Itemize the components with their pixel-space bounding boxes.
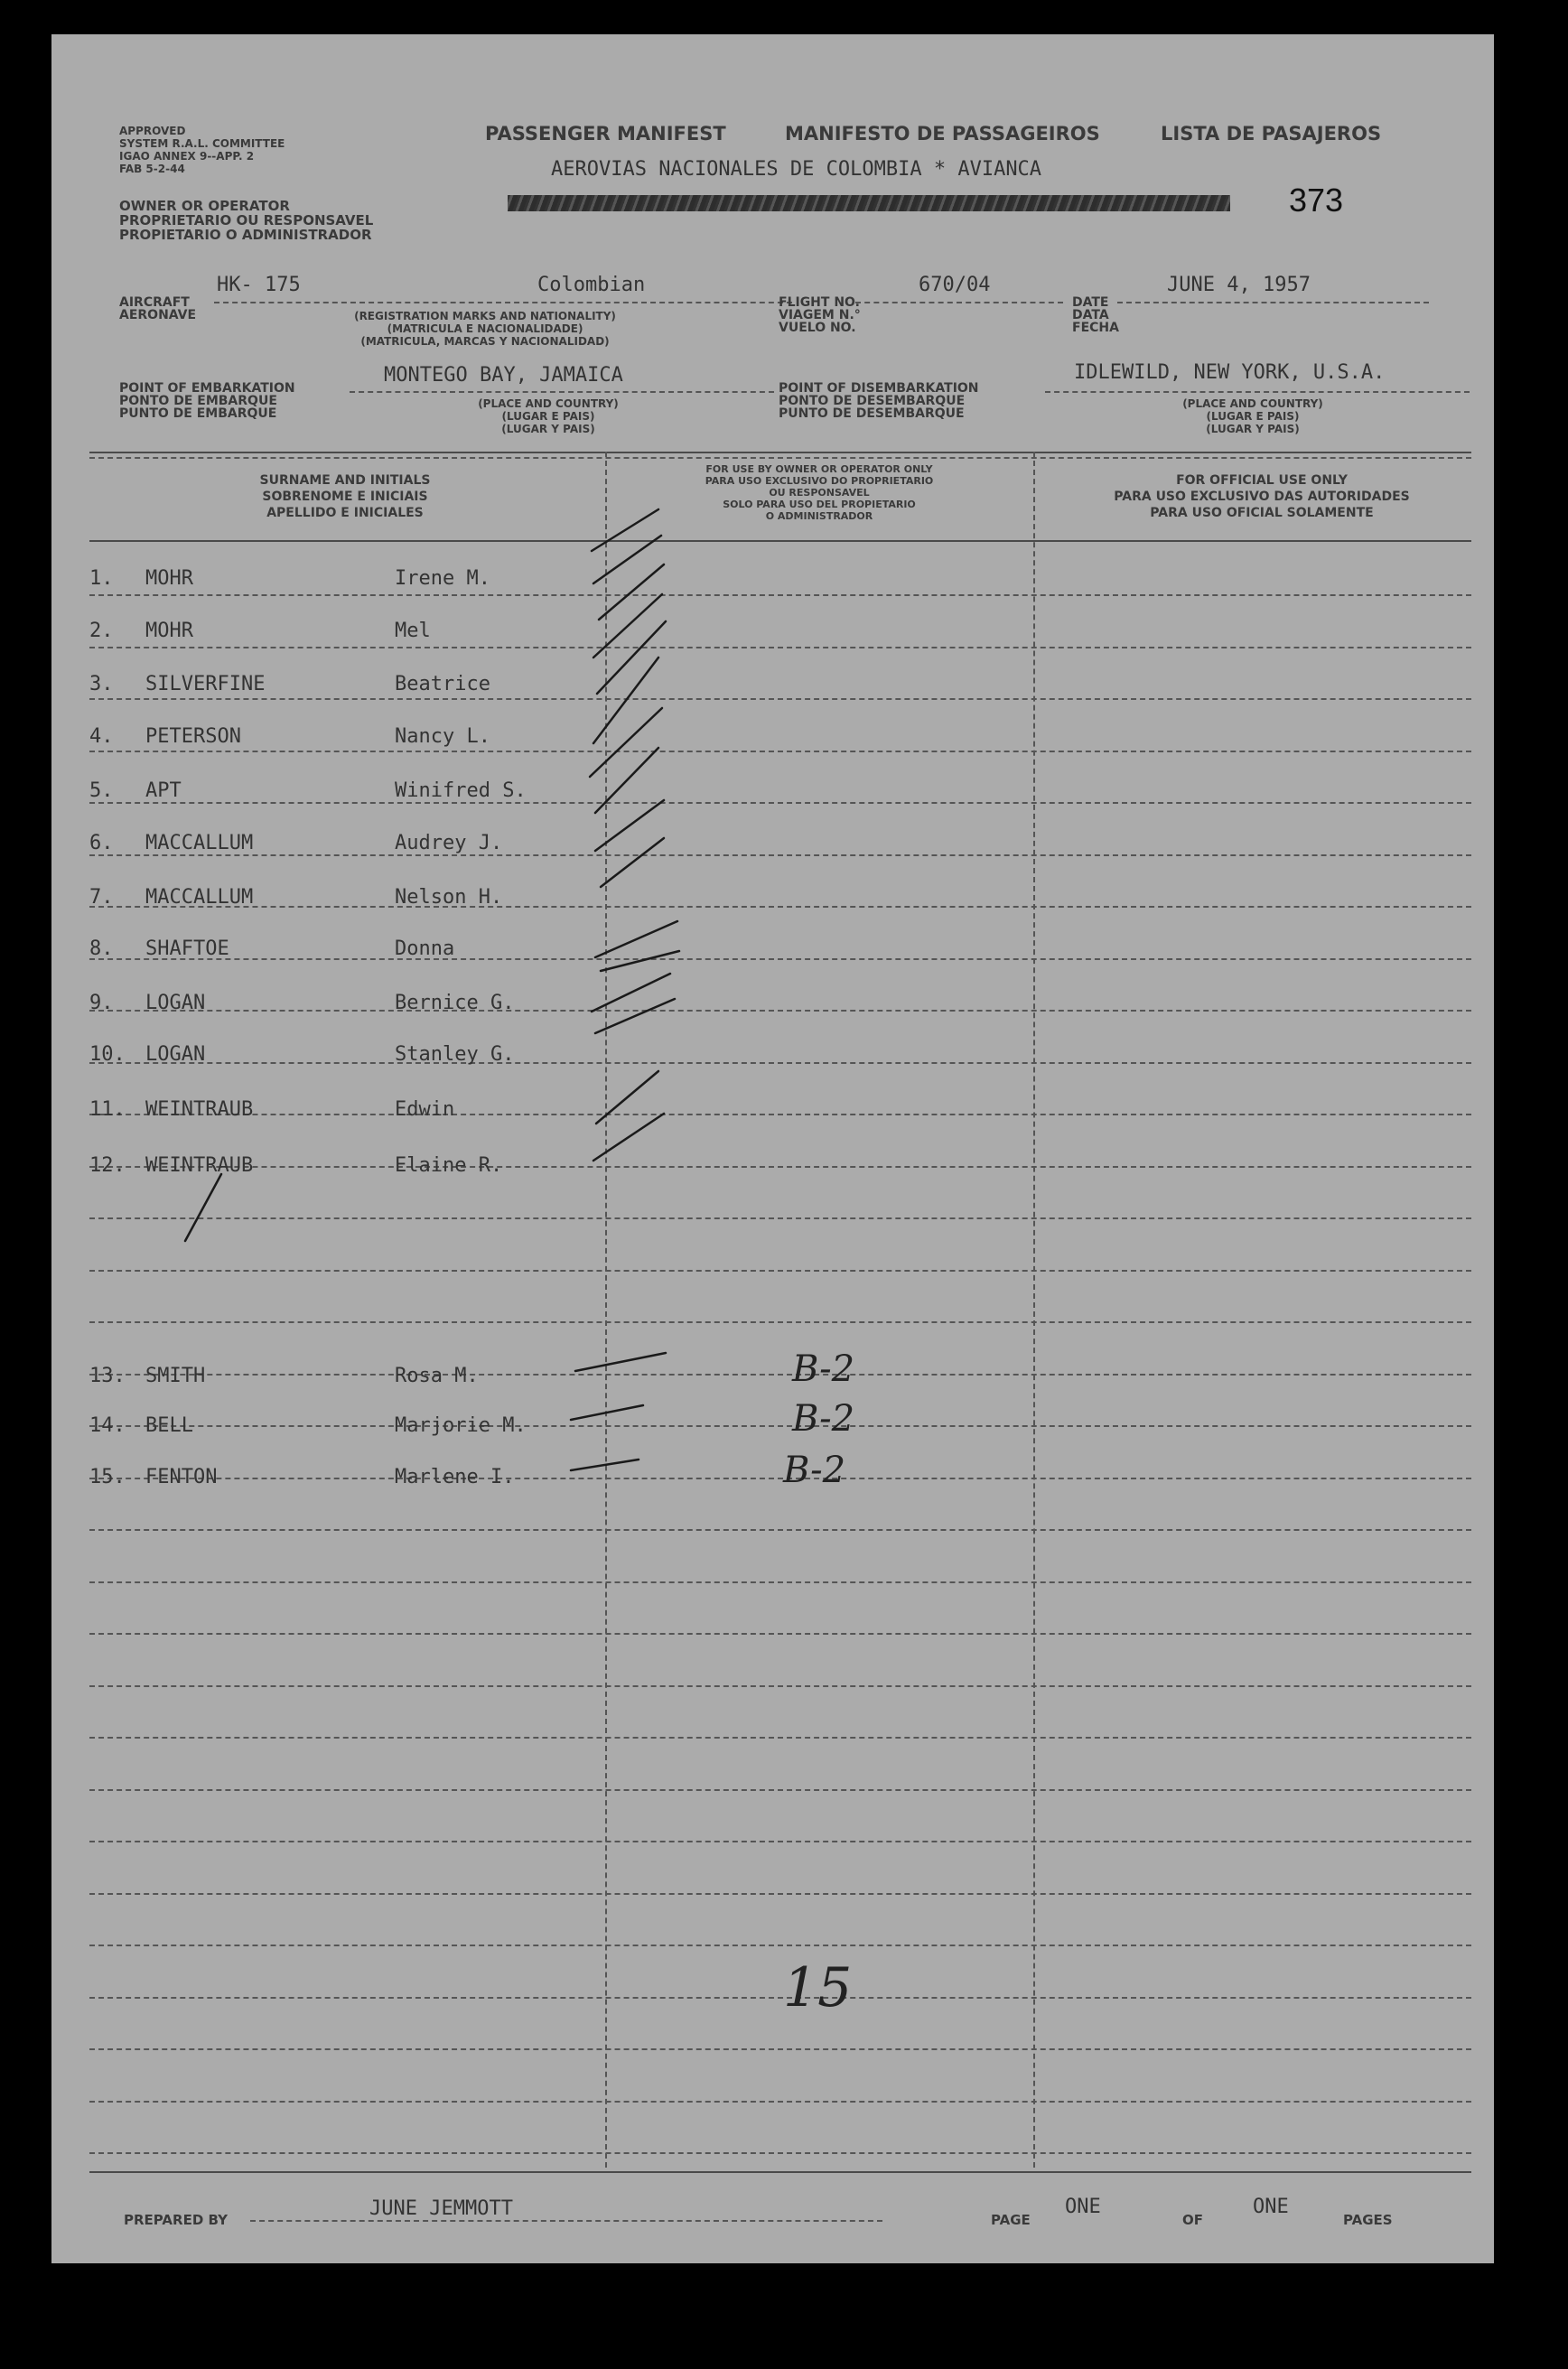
embarkation-point: MONTEGO BAY, JAMAICA xyxy=(384,364,623,387)
row-number: 11. xyxy=(89,1098,126,1121)
title-es: LISTA DE PASAJEROS xyxy=(1161,123,1382,145)
passenger-given-name: Donna xyxy=(395,937,455,960)
row-number: 8. xyxy=(89,937,114,960)
passenger-given-name: Marjorie M. xyxy=(395,1414,527,1437)
passenger-given-name: Nelson H. xyxy=(395,886,503,909)
of-label: OF xyxy=(1182,2212,1203,2228)
check-mark xyxy=(595,921,677,957)
title-pt: MANIFESTO DE PASSAGEIROS xyxy=(785,123,1100,145)
row-number: 4. xyxy=(89,725,114,748)
passenger-given-name: Marlene I. xyxy=(395,1466,515,1488)
header-line: FOR OFFICIAL USE ONLY xyxy=(1176,473,1348,488)
owner-label-pt: PROPRIETARIO OU RESPONSAVEL xyxy=(119,212,374,229)
check-mark xyxy=(593,594,662,658)
header-line: SOBRENOME E INICIAIS xyxy=(262,490,428,504)
header-line: O ADMINISTRADOR xyxy=(765,510,873,522)
passenger-surname: MACCALLUM xyxy=(145,886,254,909)
dash-mark xyxy=(571,1405,643,1420)
sub-label: (LUGAR Y PAIS) xyxy=(501,423,595,435)
row-number: 14. xyxy=(89,1414,126,1437)
passenger-surname: APT xyxy=(145,779,182,802)
row-number: 5. xyxy=(89,779,114,802)
passenger-given-name: Edwin xyxy=(395,1098,455,1121)
header-line: PARA USO EXCLUSIVO DO PROPRIETARIO xyxy=(705,475,934,487)
check-mark xyxy=(601,951,679,971)
aircraft-nationality: Colombian xyxy=(537,274,646,296)
aircraft-label-es: AERONAVE xyxy=(119,308,197,322)
row-number: 7. xyxy=(89,886,114,909)
passenger-given-name: Bernice G. xyxy=(395,992,515,1014)
sub-label: (MATRICULA E NACIONALIDADE) xyxy=(387,322,583,335)
approval-line: APPROVED xyxy=(119,125,186,137)
check-mark xyxy=(601,838,664,887)
date-label-es: FECHA xyxy=(1072,321,1119,335)
row-number: 6. xyxy=(89,832,114,854)
passenger-surname: MOHR xyxy=(145,620,193,642)
header-line: APELLIDO E INICIALES xyxy=(266,506,424,520)
row-number: 1. xyxy=(89,567,114,590)
passenger-surname: PETERSON xyxy=(145,725,241,748)
embarkation-label-en: POINT OF EMBARKATION xyxy=(119,381,295,396)
owner-label-en: OWNER OR OPERATOR xyxy=(119,198,290,214)
passenger-surname: SHAFTOE xyxy=(145,937,229,960)
disembarkation-point: IDLEWILD, NEW YORK, U.S.A. xyxy=(1074,361,1386,384)
passenger-given-name: Rosa M. xyxy=(395,1365,479,1387)
page-label: PAGE xyxy=(991,2212,1031,2228)
pages-label: PAGES xyxy=(1343,2212,1393,2228)
passenger-surname: MOHR xyxy=(145,567,193,590)
flight-label-es: VUELO NO. xyxy=(779,321,856,335)
table-bottom-border xyxy=(89,2171,1471,2173)
passenger-surname: WEINTRAUB xyxy=(145,1154,254,1177)
aircraft-registration: HK- 175 xyxy=(217,274,301,296)
passenger-surname: SMITH xyxy=(145,1365,206,1387)
row-number: 2. xyxy=(89,620,114,642)
flight-label-en: FLIGHT NO. xyxy=(779,295,860,310)
passenger-given-name: Winifred S. xyxy=(395,779,527,802)
sub-label: (REGISTRATION MARKS AND NATIONALITY) xyxy=(354,310,616,322)
header-line: PARA USO OFICIAL SOLAMENTE xyxy=(1150,506,1374,520)
passenger-surname: LOGAN xyxy=(145,992,206,1014)
owner-label-es: PROPIETARIO O ADMINISTRADOR xyxy=(119,227,372,243)
header-line: PARA USO EXCLUSIVO DAS AUTORIDADES xyxy=(1114,490,1410,504)
row-number: 9. xyxy=(89,992,114,1014)
passenger-surname: WEINTRAUB xyxy=(145,1098,254,1121)
check-mark xyxy=(595,800,664,851)
sub-label: (PLACE AND COUNTRY) xyxy=(478,397,619,410)
handwritten-marks xyxy=(51,34,1494,2263)
row-number: 10. xyxy=(89,1043,126,1066)
dash-mark xyxy=(575,1353,666,1371)
sub-label: (PLACE AND COUNTRY) xyxy=(1182,397,1323,410)
page-number: 373 xyxy=(1289,182,1344,219)
embarkation-label-pt: PONTO DE EMBARQUE xyxy=(119,394,277,408)
passenger-given-name: Beatrice xyxy=(395,673,490,695)
title-en: PASSENGER MANIFEST xyxy=(485,123,726,145)
slash-mark xyxy=(185,1174,221,1241)
date-label-pt: DATA xyxy=(1072,308,1109,322)
disembarkation-label-es: PUNTO DE DESEMBARQUE xyxy=(779,406,965,421)
aircraft-label-en: AIRCRAFT xyxy=(119,295,190,310)
header-line: SOLO PARA USO DEL PROPIETARIO xyxy=(723,499,916,510)
date-label-en: DATE xyxy=(1072,295,1109,310)
header-line: FOR USE BY OWNER OR OPERATOR ONLY xyxy=(705,463,933,475)
embarkation-label-es: PUNTO DE EMBARQUE xyxy=(119,406,277,421)
passenger-given-name: Audrey J. xyxy=(395,832,503,854)
approval-line: IGAO ANNEX 9--APP. 2 xyxy=(119,150,255,163)
row-number: 3. xyxy=(89,673,114,695)
check-mark xyxy=(595,748,658,813)
passenger-given-name: Nancy L. xyxy=(395,725,490,748)
prepared-by-label: PREPARED BY xyxy=(124,2212,228,2228)
prepared-by: JUNE JEMMOTT xyxy=(369,2197,513,2220)
row-number: 12. xyxy=(89,1154,126,1177)
passenger-given-name: Elaine R. xyxy=(395,1154,503,1177)
passenger-surname: MACCALLUM xyxy=(145,832,254,854)
status-mark: B-2 xyxy=(792,1398,855,1440)
sub-label: (LUGAR E PAIS) xyxy=(1206,410,1300,423)
handwritten-total: 15 xyxy=(783,1956,853,2019)
dash-mark xyxy=(571,1460,639,1470)
check-mark xyxy=(590,708,662,777)
passenger-given-name: Irene M. xyxy=(395,567,490,590)
flight-date: JUNE 4, 1957 xyxy=(1167,274,1311,296)
disembarkation-label-en: POINT OF DISEMBARKATION xyxy=(779,381,979,396)
page-value: ONE xyxy=(1065,2196,1101,2218)
passenger-given-name: Mel xyxy=(395,620,431,642)
operator-name: AEROVIAS NACIONALES DE COLOMBIA * AVIANCA xyxy=(551,158,1042,181)
approval-line: FAB 5-2-44 xyxy=(119,163,185,175)
header-line: OU RESPONSAVEL xyxy=(769,487,870,499)
status-mark: B-2 xyxy=(792,1348,855,1390)
passenger-given-name: Stanley G. xyxy=(395,1043,515,1066)
check-mark xyxy=(596,1071,658,1124)
check-mark xyxy=(593,658,658,743)
sub-label: (MATRICULA, MARCAS Y NACIONALIDAD) xyxy=(360,335,610,348)
sub-label: (LUGAR E PAIS) xyxy=(501,410,595,423)
pages-value: ONE xyxy=(1253,2196,1289,2218)
flight-label-pt: VIAGEM N.° xyxy=(779,308,861,322)
check-mark xyxy=(597,621,666,694)
sub-label: (LUGAR Y PAIS) xyxy=(1206,423,1300,435)
passenger-surname: LOGAN xyxy=(145,1043,206,1066)
passenger-surname: FENTON xyxy=(145,1466,218,1488)
header-line: SURNAME AND INITIALS xyxy=(259,473,431,488)
manifest-sheet xyxy=(51,34,1494,2263)
status-mark: B-2 xyxy=(783,1450,846,1491)
prepared-by-underline xyxy=(250,2220,882,2222)
flight-number: 670/04 xyxy=(919,274,991,296)
row-number: 13. xyxy=(89,1365,126,1387)
row-number: 15. xyxy=(89,1466,126,1488)
check-mark xyxy=(593,1114,664,1161)
disembarkation-label-pt: PONTO DE DESEMBARQUE xyxy=(779,394,966,408)
passenger-surname: SILVERFINE xyxy=(145,673,266,695)
passenger-surname: BELL xyxy=(145,1414,193,1437)
approval-line: SYSTEM R.A.L. COMMITTEE xyxy=(119,137,285,150)
